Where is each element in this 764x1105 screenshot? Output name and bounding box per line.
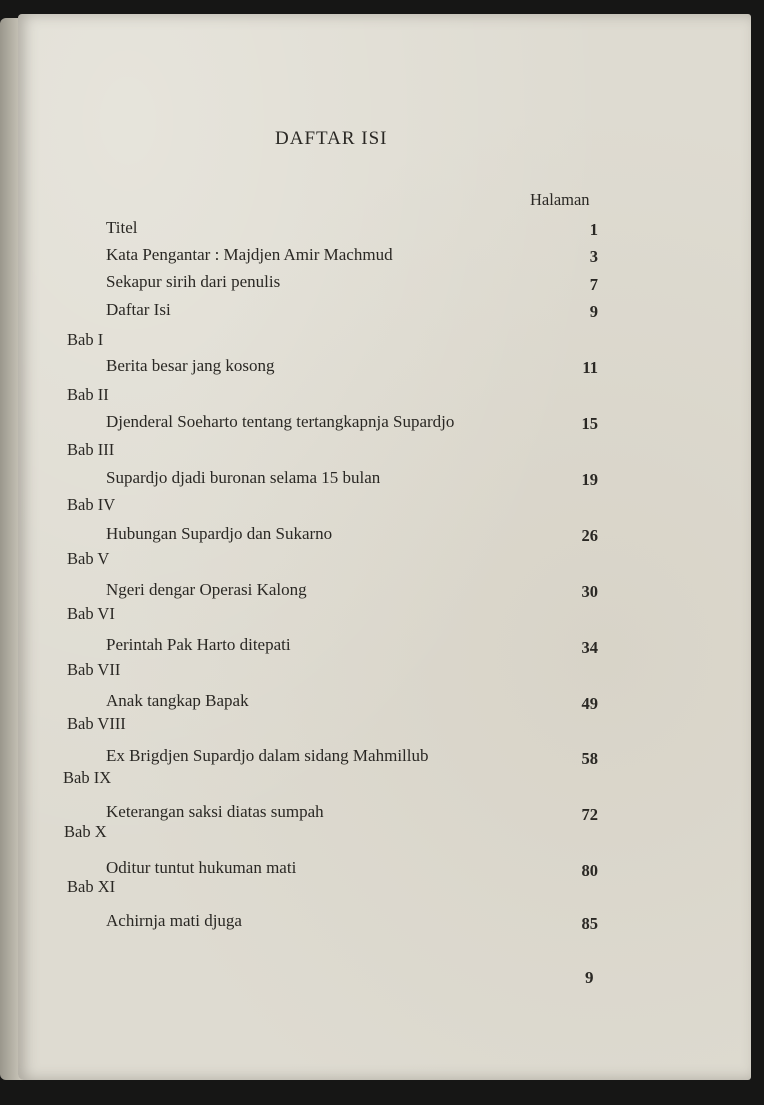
chapter-number: Bab X bbox=[64, 822, 107, 841]
chapter-page: 72 bbox=[581, 805, 598, 824]
toc-entry-label: Kata Pengantar : Majdjen Amir Machmud bbox=[106, 245, 393, 264]
chapter-title: Hubungan Supardjo dan Sukarno bbox=[106, 524, 333, 543]
chapter-page: 15 bbox=[581, 414, 598, 433]
chapter-number: Bab IV bbox=[67, 495, 116, 514]
chapter-title: Berita besar jang kosong bbox=[106, 356, 275, 375]
toc-entry-page: 7 bbox=[589, 275, 598, 294]
chapter-page: 49 bbox=[581, 694, 598, 713]
toc-entry-page: 3 bbox=[589, 247, 598, 266]
chapter-number: Bab VI bbox=[67, 604, 115, 623]
chapter-title: Anak tangkap Bapak bbox=[106, 691, 249, 710]
chapter-number: Bab II bbox=[67, 385, 109, 404]
chapter-title: Perintah Pak Harto ditepati bbox=[106, 635, 291, 654]
chapter-page: 34 bbox=[581, 638, 598, 657]
chapter-number: Bab IX bbox=[63, 768, 112, 787]
toc-entry-label: Daftar Isi bbox=[106, 300, 171, 319]
chapter-page: 30 bbox=[581, 582, 598, 601]
chapter-number: Bab VIII bbox=[67, 714, 126, 733]
chapter-title: Keterangan saksi diatas sumpah bbox=[106, 802, 324, 821]
toc-entry-label: Titel bbox=[106, 218, 138, 237]
chapter-number: Bab VII bbox=[67, 660, 121, 679]
toc-entry-page: 1 bbox=[589, 220, 598, 239]
chapter-page: 85 bbox=[581, 914, 598, 933]
page-column-header: Halaman bbox=[530, 190, 590, 209]
chapter-number: Bab V bbox=[67, 549, 110, 568]
chapter-title: Djenderal Soeharto tentang tertangkapnja Supardjo bbox=[106, 412, 455, 431]
chapter-title: Supardjo djadi buronan selama 15 bulan bbox=[106, 468, 381, 487]
chapter-number: Bab III bbox=[67, 440, 115, 459]
chapter-title: Oditur tuntut hukuman mati bbox=[106, 858, 297, 877]
chapter-page: 26 bbox=[581, 526, 598, 545]
toc-entry-label: Sekapur sirih dari penulis bbox=[106, 272, 281, 291]
toc-entry-page: 9 bbox=[589, 302, 598, 321]
chapter-title: Ex Brigdjen Supardjo dalam sidang Mahmillub bbox=[106, 746, 429, 765]
chapter-page: 11 bbox=[582, 358, 598, 377]
chapter-page: 19 bbox=[581, 470, 598, 489]
page-number: 9 bbox=[585, 968, 594, 987]
chapter-number: Bab XI bbox=[67, 877, 116, 896]
chapter-page: 58 bbox=[581, 749, 598, 768]
chapter-title: Achirnja mati djuga bbox=[106, 911, 242, 930]
chapter-number: Bab I bbox=[67, 330, 104, 349]
page-title: DAFTAR ISI bbox=[275, 128, 388, 149]
chapter-page: 80 bbox=[581, 861, 598, 880]
chapter-title: Ngeri dengar Operasi Kalong bbox=[106, 580, 307, 599]
